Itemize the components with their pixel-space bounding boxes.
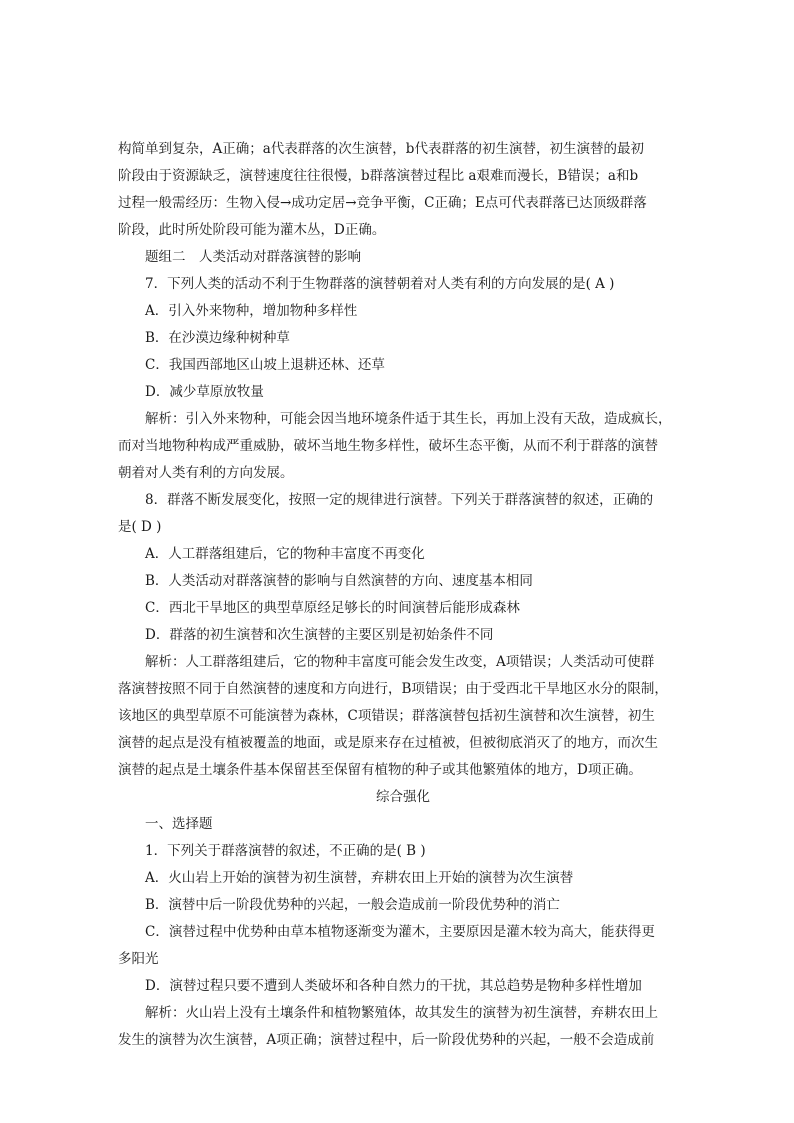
text-line: 一、选择题	[145, 816, 213, 832]
text-line: D．减少草原放牧量	[145, 384, 264, 400]
text-line: 演替的起点是土壤条件基本保留甚至保留有植物的种子或其他繁殖体的地方，D项正确。	[118, 762, 642, 778]
text-line: D．演替过程只要不遭到人类破坏和各种自然力的干扰，其总趋势是物种多样性增加	[145, 978, 642, 994]
text-line: 过程一般需经历：生物入侵→成功定居→竞争平衡，C正确；E点可代表群落已达顶级群落	[118, 195, 647, 211]
text-line: C．演替过程中优势种由草本植物逐渐变为灌木，主要原因是灌木较为高大，能获得更	[145, 924, 655, 940]
section-heading: 综合强化	[376, 789, 430, 805]
text-line: 解析：人工群落组建后，它的物种丰富度可能会发生改变，A项错误；人类活动可使群	[145, 654, 655, 670]
text-line: 7．下列人类的活动不利于生物群落的演替朝着对人类有利的方向发展的是( A )	[145, 276, 615, 292]
text-line: A．引入外来物种，增加物种多样性	[145, 303, 358, 319]
text-line: 解析：火山岩上没有土壤条件和植物繁殖体，故其发生的演替为初生演替，弃耕农田上	[145, 1005, 658, 1021]
text-line: 8．群落不断发展变化，按照一定的规律进行演替。下列关于群落演替的叙述，正确的	[145, 492, 654, 508]
text-line: 1．下列关于群落演替的叙述，不正确的是( B )	[145, 843, 426, 859]
document-page	[118, 136, 688, 1054]
text-line: B．在沙漠边缘种树种草	[145, 330, 290, 346]
text-line: 而对当地物种构成严重威胁，破坏当地生物多样性，破坏生态平衡，从而不利于群落的演替	[118, 438, 658, 454]
text-line: 多阳光	[118, 951, 159, 967]
text-line: 阶段，此时所处阶段可能为灌木丛，D正确。	[118, 222, 386, 238]
text-line: D．群落的初生演替和次生演替的主要区别是初始条件不同	[145, 627, 494, 643]
text-line: A．火山岩上开始的演替为初生演替，弃耕农田上开始的演替为次生演替	[145, 870, 574, 886]
text-line: 解析：引入外来物种，可能会因当地环境条件适于其生长，再加上没有天敌，造成疯长，	[145, 411, 672, 427]
text-line: 阶段由于资源缺乏，演替速度往往很慢，b群落演替过程比 a艰难而漫长，B错误；a和b	[118, 168, 639, 184]
text-line: 题组二 人类活动对群落演替的影响	[145, 249, 361, 265]
text-line: 是( D )	[118, 519, 162, 535]
text-line: 落演替按照不同于自然演替的速度和方向进行，B项错误；由于受西北干旱地区水分的限制，	[118, 681, 668, 697]
text-line: C．我国西部地区山坡上退耕还林、还草	[145, 357, 385, 373]
text-line: 构简单到复杂，A正确；a代表群落的次生演替，b代表群落的初生演替，初生演替的最初	[118, 141, 644, 157]
text-line: 发生的演替为次生演替，A项正确；演替过程中，后一阶段优势种的兴起，一般不会造成前	[118, 1032, 655, 1048]
text-line: 朝着对人类有利的方向发展。	[118, 465, 294, 481]
text-line: B．人类活动对群落演替的影响与自然演替的方向、速度基本相同	[145, 573, 533, 589]
text-line: 该地区的典型草原不可能演替为森林，C项错误；群落演替包括初生演替和次生演替，初生	[118, 708, 655, 724]
text-line: A．人工群落组建后，它的物种丰富度不再变化	[145, 546, 425, 562]
text-line: B．演替中后一阶段优势种的兴起，一般会造成前一阶段优势种的消亡	[145, 897, 560, 913]
text-line: 演替的起点是没有植被覆盖的地面，或是原来存在过植被，但被彻底消灭了的地方，而次生	[118, 735, 658, 751]
text-line: C．西北干旱地区的典型草原经足够长的时间演替后能形成森林	[145, 600, 520, 616]
